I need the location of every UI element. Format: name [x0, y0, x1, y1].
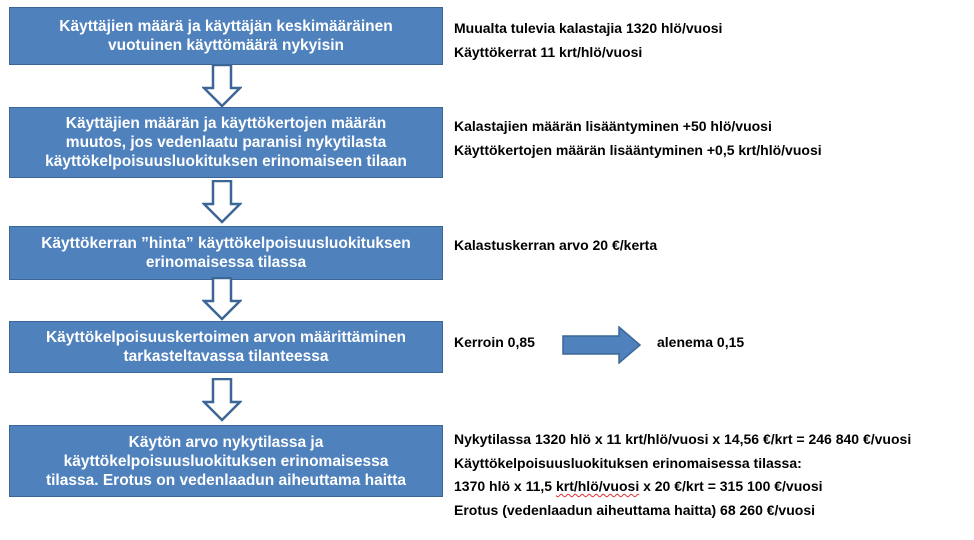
- step-5-line-3: tilassa. Erotus on vedenlaadun aiheuttama haitta: [45, 471, 407, 489]
- note-step-4-coefficient: [454, 331, 535, 355]
- note-step-3: [454, 234, 657, 258]
- note-step-4-reduction: [657, 331, 744, 355]
- note-step-2: [454, 115, 822, 162]
- note-1-line-2: Käyttökerrat 11 krt/hlö/vuosi: [454, 43, 643, 60]
- note-5-line-3-pre: 1370 hlö x 11,5: [454, 478, 556, 494]
- step-box-1: [9, 7, 443, 65]
- note-5-line-3: [454, 475, 911, 499]
- step-4-line-1: Käyttökelpoisuuskertoimen arvon määrittäminen: [45, 329, 407, 346]
- step-1-line-1: Käyttäjien määrä ja käyttäjän keskimääräinen: [59, 18, 393, 35]
- step-box-3: [9, 226, 443, 280]
- step-3-line-2: erinomaisessa tilassa: [145, 254, 307, 271]
- note-4-right: alenema 0,15: [657, 334, 745, 350]
- note-3-line-1: Kalastuskerran arvo 20 €/kerta: [454, 237, 658, 253]
- note-2-line-2: Käyttökertojen määrän lisääntyminen +0,5 krt/hlö/vuosi: [454, 141, 822, 158]
- step-2-line-1: Käyttäjien määrän ja käyttökertojen määrän: [65, 115, 387, 132]
- step-box-2: [9, 107, 443, 178]
- note-5-line-2: Käyttökelpoisuusluokituksen erinomaisessa tilassa:: [454, 454, 802, 471]
- note-5-line-3-squiggle: krt/hlö/vuosi: [555, 478, 640, 494]
- step-5-line-2: käyttökelpoisuusluokituksen erinomaisessa: [63, 452, 389, 470]
- note-step-5: [454, 428, 911, 522]
- down-arrow-icon: [202, 64, 242, 108]
- step-1-line-2: vuotuinen käyttömäärä nykyisin: [107, 37, 345, 54]
- note-5-line-4: Erotus (vedenlaadun aiheuttama haitta) 68 260 €/vuosi: [454, 501, 815, 518]
- step-4-line-2: tarkasteltavassa tilanteessa: [123, 348, 329, 365]
- note-5-line-1: Nykytilassa 1320 hlö x 11 krt/hlö/vuosi x 14,56 €/krt = 246 840 €/vuosi: [454, 431, 912, 447]
- step-3-line-1: Käyttökerran ”hinta” käyttökelpoisuusluokituksen: [41, 235, 411, 252]
- down-arrow-icon: [202, 180, 242, 224]
- note-1-line-1: Muualta tulevia kalastajia 1320 hlö/vuosi: [454, 20, 723, 36]
- step-2-line-2: muutos, jos vedenlaatu paranisi nykytilasta: [65, 134, 387, 151]
- down-arrow-icon: [202, 378, 242, 422]
- step-5-line-1: Käytön arvo nykytilassa ja: [128, 433, 324, 451]
- note-2-line-1: Kalastajien määrän lisääntyminen +50 hlö/vuosi: [454, 118, 772, 134]
- step-box-5: [9, 425, 443, 497]
- right-arrow-icon: [562, 326, 642, 364]
- step-box-4: [9, 321, 443, 373]
- note-step-1: [454, 17, 722, 64]
- step-2-line-3: käyttökelpoisuusluokituksen erinomaiseen tilaan: [45, 153, 407, 170]
- note-5-line-3-post: x 20 €/krt = 315 100 €/vuosi: [639, 478, 823, 494]
- note-4-left: Kerroin 0,85: [454, 334, 535, 350]
- down-arrow-icon: [202, 277, 242, 321]
